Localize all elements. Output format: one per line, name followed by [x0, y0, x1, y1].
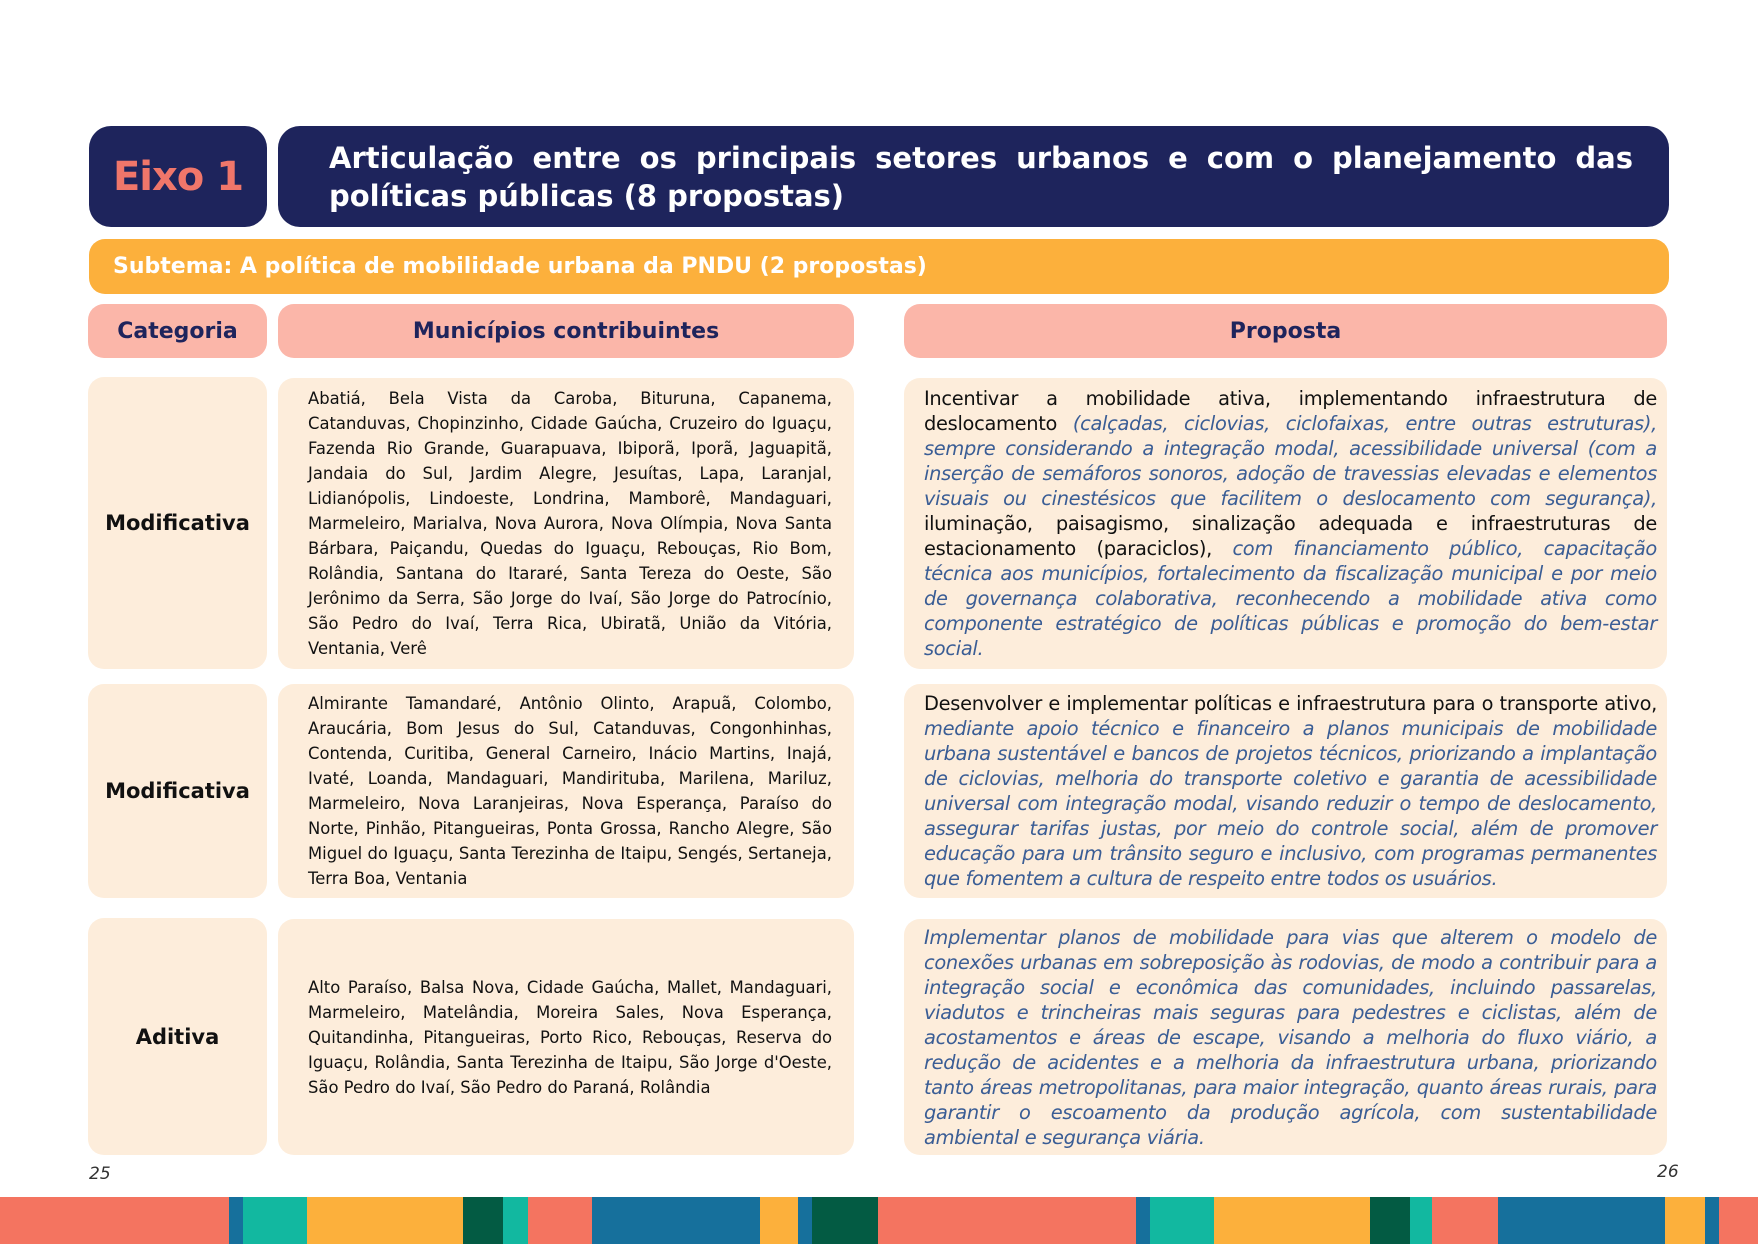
column-header-categoria: Categoria	[88, 304, 267, 358]
table-row-3-categoria: Aditiva	[88, 918, 267, 1155]
table-row-1-proposta-cell	[904, 378, 1667, 669]
table-row-2-municipios-cell	[278, 684, 854, 898]
page-number-right: 26	[1657, 1162, 1679, 1182]
stripe-segment	[1136, 1197, 1150, 1244]
stripe-segment	[812, 1197, 878, 1244]
stripe-segment	[229, 1197, 243, 1244]
proposta-text-italic: Implementar planos de mobilidade para vias que alterem o modelo de conexões urbanas em sobreposição às rodovias, de modo a contribuir para a integração social e econômica das comunidades, incluindo passarelas, viadutos e trincheiras mais seguras para pedestres e ciclistas, além de acostamentos e áreas de escape, visando a melhoria do fluxo viário, a redução de acidentes e a melhoria da infraestrutura urbana, priorizando tanto áreas metropolitanas, para maior integração, quanto áreas rurais, para garantir o escoamento da produção agrícola, com sustentabilidade ambiental e segurança viária.	[924, 925, 1657, 1149]
page-number-left: 25	[89, 1164, 111, 1184]
page-title: Articulação entre os principais setores urbanos e com o planejamento das políticas públicas (8 propostas)	[329, 140, 1633, 213]
stripe-segment	[1432, 1197, 1498, 1244]
eixo-label: Eixo 1	[112, 153, 244, 200]
stripe-segment	[0, 1197, 229, 1244]
table-row-3-proposta-cell	[904, 919, 1667, 1155]
stripe-segment	[1150, 1197, 1214, 1244]
stripe-segment	[1214, 1197, 1370, 1244]
proposta-text-regular: Incentivar a mobilidade ativa, implementando infraestrutura de deslocamento	[924, 387, 1657, 435]
table-row-2-municipios: Almirante Tamandaré, Antônio Olinto, Arapuã, Colombo, Araucária, Bom Jesus do Sul, Catanduvas, Congonhinhas, Contenda, Curitiba, General Carneiro, Inácio Martins, Inajá, Ivaté, Loanda, Mandaguari, Mandirituba, Marilena, Mariluz, Marmeleiro, Nova Laranjeiras, Nova Esperança, Paraíso do Norte, Pinhão, Pitangueiras, Ponta Grossa, Rancho Alegre, São Miguel do Iguaçu, Santa Terezinha de Itaipu, Sengés, Sertaneja, Terra Boa, Ventania	[308, 694, 832, 888]
stripe-segment	[1719, 1197, 1758, 1244]
column-header-municipios: Municípios contribuintes	[278, 304, 854, 358]
stripe-segment	[1498, 1197, 1665, 1244]
stripe-segment	[1705, 1197, 1719, 1244]
table-row-2-proposta	[924, 691, 1657, 891]
stripe-segment	[503, 1197, 528, 1244]
table-row-3-proposta	[924, 925, 1657, 1150]
stripe-segment	[1370, 1197, 1410, 1244]
stripe-segment	[878, 1197, 1136, 1244]
eixo-badge	[89, 126, 267, 227]
proposta-text-italic: mediante apoio técnico e financeiro a planos municipais de mobilidade urbana sustentável e bancos de projetos técnicos, priorizando a implantação de ciclovias, melhoria do transporte coletivo e garantia de acessibilidade universal com integração modal, visando reduzir o tempo de deslocamento, assegurar tarifas justas, por meio do controle social, além de promover educação para um trânsito seguro e inclusivo, com programas permanentes que fomentem a cultura de respeito entre todos os usuários.	[924, 717, 1657, 890]
stripe-segment	[1665, 1197, 1705, 1244]
table-row-3-municipios-cell	[278, 919, 854, 1155]
stripe-segment	[798, 1197, 812, 1244]
stripe-segment	[307, 1197, 463, 1244]
stripe-segment	[243, 1197, 307, 1244]
stripe-segment	[528, 1197, 592, 1244]
stripe-segment	[1410, 1197, 1432, 1244]
subtema-title: Subtema: A política de mobilidade urbana da PNDU (2 propostas)	[113, 254, 927, 279]
stripe-segment	[463, 1197, 503, 1244]
table-row-1-municipios-cell	[278, 378, 854, 669]
table-row-1-proposta	[924, 386, 1657, 661]
subtema-banner	[89, 239, 1669, 294]
decorative-stripe-band	[0, 1197, 1758, 1244]
table-row-2-categoria: Modificativa	[88, 684, 267, 898]
stripe-segment	[760, 1197, 798, 1244]
proposta-text-italic: (calçadas, ciclovias, ciclofaixas, entre outras estruturas), sempre considerando a integração modal, acessibilidade universal (com a inserção de semáforos sonoros, adoção de travessias elevadas e elementos visuais ou cinestésicos que facilitem o deslocamento com segurança),	[924, 412, 1657, 510]
table-row-1-municipios: Abatiá, Bela Vista da Caroba, Bituruna, Capanema, Catanduvas, Chopinzinho, Cidade Gaúcha, Cruzeiro do Iguaçu, Fazenda Rio Grande, Guarapuava, Ibiporã, Iporã, Jaguapitã, Jandaia do Sul, Jardim Alegre, Jesuítas, Lapa, Laranjal, Lidianópolis, Lindoeste, Londrina, Mamborê, Mandaguari, Marmeleiro, Marialva, Nova Aurora, Nova Olímpia, Nova Santa Bárbara, Paiçandu, Quedas do Iguaçu, Rebouças, Rio Bom, Rolândia, Santana do Itararé, Santa Tereza do Oeste, São Jerônimo da Serra, São Jorge do Ivaí, São Jorge do Patrocínio, São Pedro do Ivaí, Terra Rica, Ubiratã, União da Vitória, Ventania, Verê	[308, 389, 832, 658]
table-row-2-proposta-cell	[904, 684, 1667, 898]
title-banner	[278, 126, 1669, 227]
proposta-text-italic: com financiamento público, capacitação técnica aos municípios, fortalecimento da fiscalização municipal e por meio de governança colaborativa, reconhecendo a mobilidade ativa como componente estratégico de políticas públicas e promoção do bem-estar social.	[924, 537, 1657, 660]
stripe-segment	[592, 1197, 760, 1244]
table-row-3-municipios: Alto Paraíso, Balsa Nova, Cidade Gaúcha, Mallet, Mandaguari, Marmeleiro, Matelândia, Moreira Sales, Nova Esperança, Quitandinha, Pitangueiras, Porto Rico, Rebouças, Reserva do Iguaçu, Rolândia, Santa Terezinha de Itaipu, São Jorge d'Oeste, São Pedro do Ivaí, São Pedro do Paraná, Rolândia	[308, 977, 832, 1097]
table-row-1-categoria: Modificativa	[88, 377, 267, 669]
column-header-proposta: Proposta	[904, 304, 1667, 358]
proposta-text-regular: iluminação, paisagismo, sinalização adequada e infraestruturas de estacionamento (paraciclos),	[924, 512, 1657, 560]
proposta-text-regular: Desenvolver e implementar políticas e infraestrutura para o transporte ativo,	[924, 692, 1657, 715]
